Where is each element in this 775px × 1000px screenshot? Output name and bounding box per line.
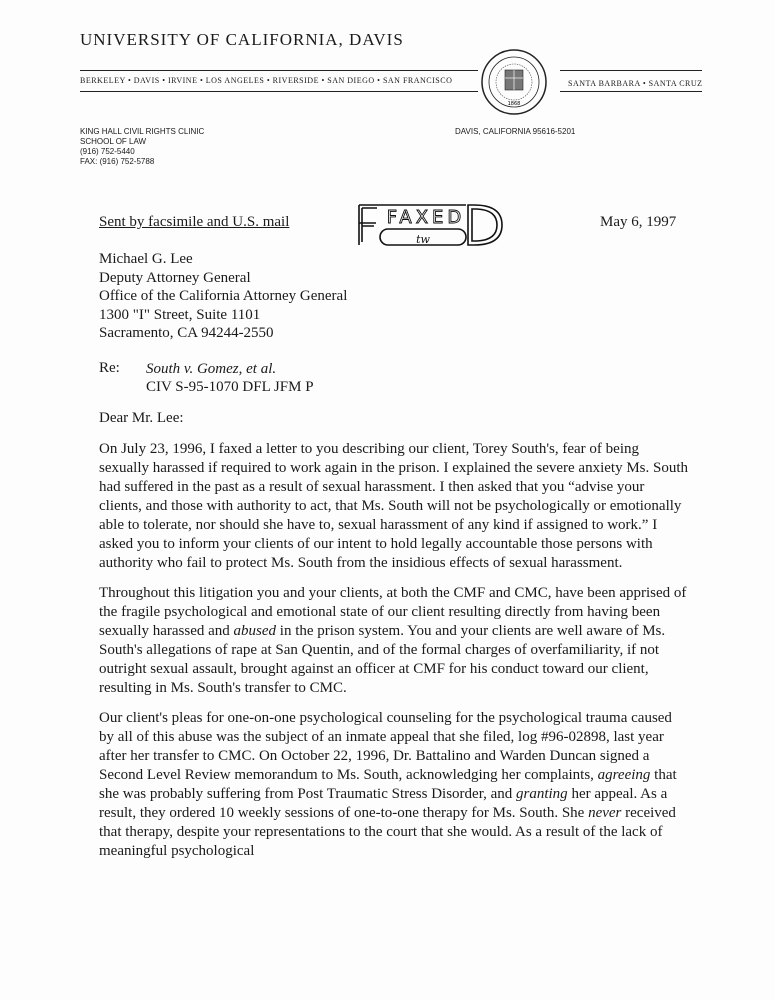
recipient-line: Deputy Attorney General xyxy=(99,269,251,286)
recipient-line: 1300 "I" Street, Suite 1101 xyxy=(99,306,261,323)
university-seal-icon xyxy=(480,48,548,116)
re-label: Re: xyxy=(99,360,120,376)
faxed-stamp xyxy=(356,201,506,249)
letterhead-rule-top-right xyxy=(560,70,702,71)
svg-text:FAXED: FAXED xyxy=(386,207,466,228)
campus-list-right: SANTA BARBARA • SANTA CRUZ xyxy=(568,79,703,88)
sender-line: FAX: (916) 752-5788 xyxy=(80,157,155,166)
body-paragraph-2: Throughout this litigation you and your clients, at both the CMF and CMC, have been apprised of the fragile psychological and emotional state of our client resulting directly from having been sexually harassed and abused in the prison system. You and your clients are well aware of Ms. South's allegations of rape at San Quentin, and of the formal charges of overfamiliarity, if not outright sexual assault, brought against an officer at CMF for his conduct toward our client, resulting in Ms. South's transfer to CMC. xyxy=(99,585,687,696)
sender-line: SCHOOL OF LAW xyxy=(80,137,147,146)
case-number: CIV S-95-1070 DFL JFM P xyxy=(146,379,314,395)
sender-line: (916) 752-5440 xyxy=(80,147,135,156)
case-caption: South v. Gomez, et al. xyxy=(146,361,277,377)
letterhead-rule-bottom xyxy=(80,91,478,92)
recipient-line: Sacramento, CA 94244-2550 xyxy=(99,325,274,341)
body-paragraph-1: On July 23, 1996, I faxed a letter to you describing our client, Torey South's, fear of being sexually harassed if required to work again in the prison. I explained the severe anxiety Ms. South had suffered in the past as a result of sexual harassment. I then asked that you “advise your clients, and those with authority to act, that Ms. South will not be psychologically or emotionally able to tolerate, nor should she have to, sexual harassment of any kind if assigned to work.” I asked you to inform your clients of our intent to hold legally accountable those persons with authority who fail to protect Ms. South from the insidious effects of sexual harassment. xyxy=(99,441,689,571)
recipient-address xyxy=(99,250,347,343)
salutation: Dear Mr. Lee: xyxy=(99,410,184,426)
letterhead-rule-top xyxy=(80,70,478,71)
university-name: UNIVERSITY OF CALIFORNIA, DAVIS xyxy=(80,30,404,49)
sender-city: DAVIS, CALIFORNIA 95616-5201 xyxy=(455,127,576,136)
sender-line: KING HALL CIVIL RIGHTS CLINIC xyxy=(80,127,205,136)
recipient-line: Office of the California Attorney General xyxy=(99,288,348,304)
letter-date: May 6, 1997 xyxy=(600,214,677,230)
svg-text:1868: 1868 xyxy=(507,101,521,107)
body-paragraph-3: Our client's pleas for one-on-one psychological counseling for the psychological trauma caused by all of this abuse was the subject of an inmate appeal that she filed, log #96-02898, last year after her transfer to CMC. On October 22, 1996, Dr. Battalino and Warden Duncan signed a Second Level Review memorandum to Ms. South, acknowledging her complaints, agreeing that she was probably suffering from Post Traumatic Stress Disorder, and granting her appeal. As a result, they ordered 10 weekly sessions of one-to-one therapy for Ms. South. She never received that therapy, despite your representations to the court that she would. As a result of the lack of meaningful psychological xyxy=(99,710,677,859)
re-case xyxy=(146,360,314,396)
svg-text:tw: tw xyxy=(416,233,430,246)
sender-block xyxy=(80,127,204,167)
delivery-method: Sent by facsimile and U.S. mail xyxy=(99,214,290,230)
recipient-line: Michael G. Lee xyxy=(99,251,193,267)
campus-list-left: BERKELEY • DAVIS • IRVINE • LOS ANGELES • RIVERSIDE • SAN DIEGO • SAN FRANCISCO xyxy=(80,76,453,85)
letterhead-rule-bottom-right xyxy=(560,91,702,92)
